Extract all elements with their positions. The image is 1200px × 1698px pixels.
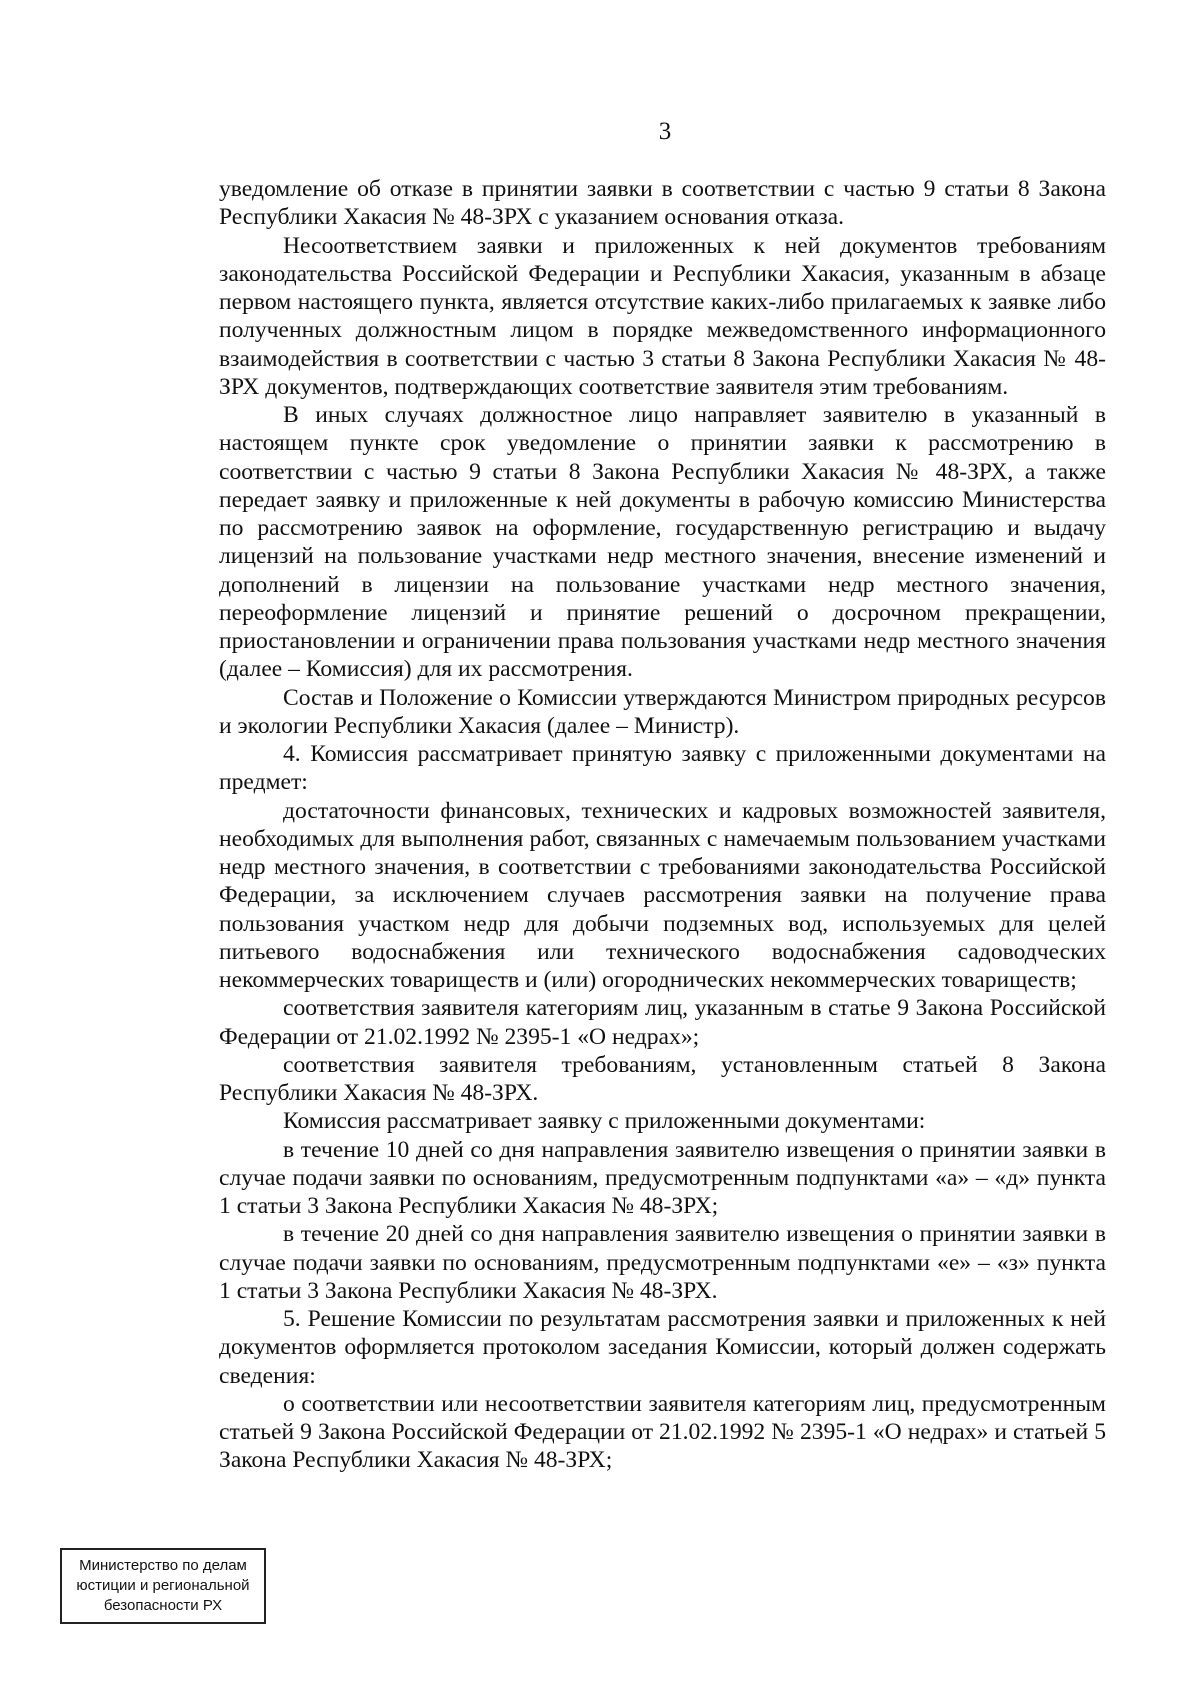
- paragraph: уведомление об отказе в принятии заявки в соответствии с частью 9 статьи 8 Закона Республики Хакасия № 48-ЗРХ с указанием основания отказа.: [219, 176, 1106, 231]
- paragraph: достаточности финансовых, технических и кадровых возможностей заявителя, необходимых для выполнения работ, связанных с намечаемым пользованием участками недр местного значения, в соответствии с требованиями законодательства Российской Федерации, за исключением случаев рассмотрения заявки на получение права пользования участком недр для добычи подземных вод, используемых для целей питьевого водоснабжения или технического водоснабжения садоводческих некоммерческих товариществ и (или) огороднических некоммерческих товариществ;: [219, 797, 1106, 993]
- document-body: [219, 175, 1106, 1475]
- paragraph: о соответствии или несоответствии заявителя категориям лиц, предусмотренным статьей 9 Закона Российской Федерации от 21.02.1992 № 2395-1 «О недрах» и статьей 5 Закона Республики Хакасия № 48-ЗРХ;: [219, 1390, 1106, 1474]
- ministry-stamp: [60, 1548, 266, 1624]
- paragraph: 5. Решение Комиссии по результатам рассмотрения заявки и приложенных к ней документов оформляется протоколом заседания Комиссии, который должен содержать сведения:: [219, 1306, 1106, 1389]
- stamp-line: Министерство по делам: [79, 1557, 247, 1574]
- page-number: 3: [658, 118, 672, 145]
- paragraph: в течение 10 дней со дня направления заявителю извещения о принятии заявки в случае подачи заявки по основаниям, предусмотренным подпунктами «а» – «д» пункта 1 статьи 3 Закона Республики Хакасия № 48-ЗРХ;: [219, 1136, 1106, 1219]
- paragraph: Комиссия рассматривает заявку с приложенными документами:: [283, 1108, 926, 1135]
- paragraph: соответствия заявителя требованиям, установленным статьей 8 Закона Республики Хакасия № 48-ЗРХ.: [219, 1051, 1106, 1106]
- paragraph: Несоответствием заявки и приложенных к ней документов требованиям законодательства Российской Федерации и Республики Хакасия, указанным в абзаце первом настоящего пункта, является отсутствие каких-либо прилагаемых к заявке либо полученных должностным лицом в порядке межведомственного информационного взаимодействия в соответствии с частью 3 статьи 8 Закона Республики Хакасия № 48-ЗРХ документов, подтверждающих соответствие заявителя этим требованиям.: [219, 232, 1106, 400]
- paragraph: 4. Комиссия рассматривает принятую заявку с приложенными документами на предмет:: [219, 741, 1106, 796]
- stamp-line: юстиции и региональной: [76, 1577, 250, 1594]
- paragraph: соответствия заявителя категориям лиц, указанным в статье 9 Закона Российской Федерации от 21.02.1992 № 2395-1 «О недрах»;: [219, 995, 1106, 1050]
- stamp-line: безопасности РХ: [103, 1597, 223, 1614]
- paragraph: Состав и Положение о Комиссии утверждаются Министром природных ресурсов и экологии Республики Хакасия (далее – Министр).: [219, 684, 1106, 739]
- paragraph: в течение 20 дней со дня направления заявителю извещения о принятии заявки в случае подачи заявки по основаниям, предусмотренным подпунктами «е» – «з» пункта 1 статьи 3 Закона Республики Хакасия № 48-ЗРХ.: [219, 1221, 1106, 1304]
- paragraph: В иных случаях должностное лицо направляет заявителю в указанный в настоящем пункте срок уведомление о принятии заявки к рассмотрению в соответствии с частью 9 статьи 8 Закона Республики Хакасия № 48-ЗРХ, а также передает заявку и приложенные к ней документы в рабочую комиссию Министерства по рассмотрению заявок на оформление, государственную регистрацию и выдачу лицензий на пользование участками недр местного значения, внесение изменений и дополнений в лицензии на пользование участками недр местного значения, переоформление лицензий и принятие решений о досрочном прекращении, приостановлении и ограничении права пользования участками недр местного значения (далее – Комиссия) для их рассмотрения.: [219, 402, 1106, 683]
